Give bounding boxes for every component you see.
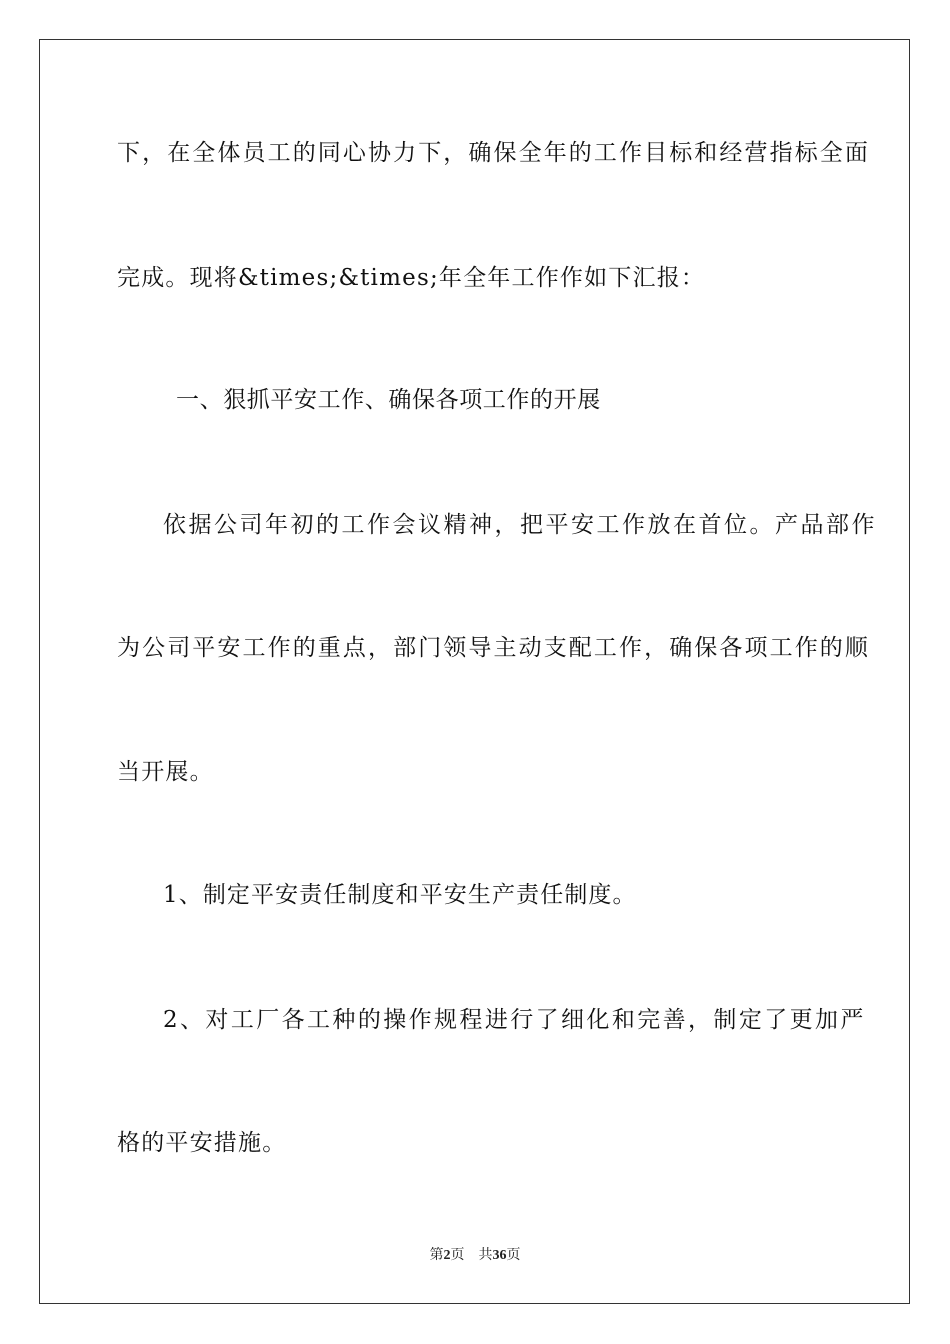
page-border — [39, 39, 910, 1304]
page-prefix: 第 — [429, 1248, 444, 1263]
body-text-line: 当开展。 — [117, 759, 214, 785]
body-text-line: 格的平安措施。 — [117, 1130, 287, 1156]
page-suffix: 页 — [450, 1248, 465, 1263]
page-number: 2 — [443, 1248, 451, 1263]
list-item: 2、对工厂各工种的操作规程进行了细化和完善，制定了更加严 — [163, 1007, 866, 1033]
page-footer — [0, 1247, 950, 1265]
total-prefix: 共 — [478, 1248, 493, 1263]
body-text-line: 为公司平安工作的重点，部门领导主动支配工作，确保各项工作的顺 — [117, 635, 870, 661]
body-text-line: 依据公司年初的工作会议精神，把平安工作放在首位。产品部作 — [163, 512, 877, 538]
total-suffix: 页 — [506, 1248, 521, 1263]
list-item: 1、制定平安责任制度和平安生产责任制度。 — [163, 882, 637, 908]
section-heading: 一、狠抓平安工作、确保各项工作的开展 — [176, 387, 601, 413]
total-pages: 36 — [492, 1248, 507, 1263]
body-text-line: 完成。现将&times;&times;年全年工作作如下汇报： — [117, 265, 706, 291]
body-text-line: 下，在全体员工的同心协力下，确保全年的工作目标和经营指标全面 — [117, 140, 870, 166]
